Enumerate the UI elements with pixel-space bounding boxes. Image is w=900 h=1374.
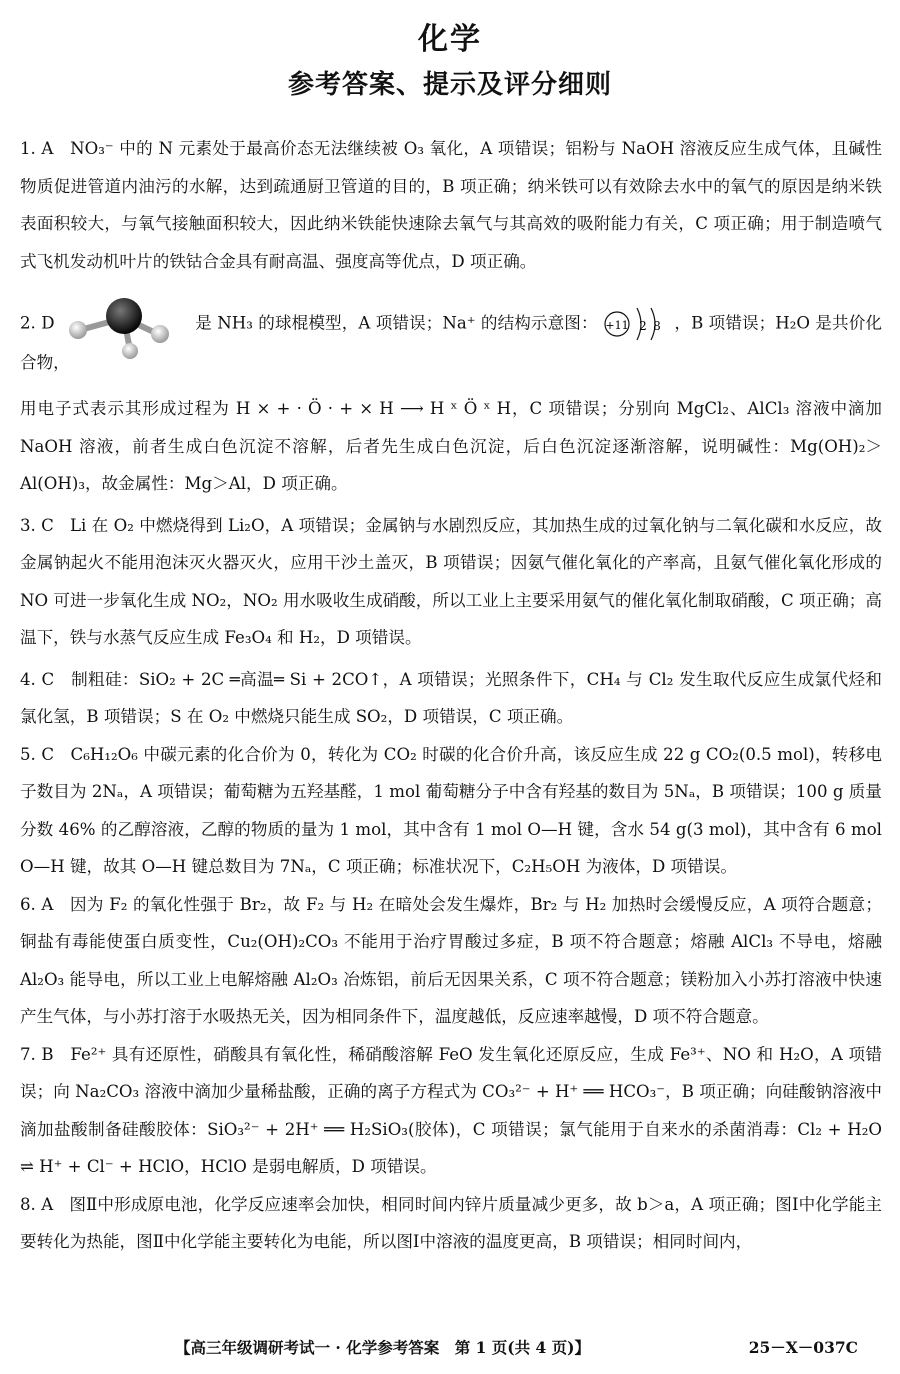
answer-number: 8. A xyxy=(20,1194,54,1214)
answer-number: 5. C xyxy=(20,744,55,764)
footer-page-info: 【高三年级调研考试一 · 化学参考答案 第 1 页(共 4 页)】 xyxy=(175,1338,591,1357)
answer-text: 制粗硅：SiO₂ + 2C ═高温═ Si + 2CO↑，A 项错误；光照条件下，CH₄ 与 Cl₂ 发生取代反应生成氯代烃和氯化氢，B 项错误；S 在 O₂ 中燃烧只能生成 SO₂，D 项错误，C 项正确。 xyxy=(20,669,882,726)
answer-text: ，B 项错误；H₂O 是共价化合物， xyxy=(20,313,882,372)
answer-list xyxy=(20,130,882,1261)
answer-item-4 xyxy=(20,661,882,736)
answer-text: Fe²⁺ 具有还原性，硝酸具有氧化性，稀硝酸溶解 FeO 发生氧化还原反应，生成 Fe³⁺、NO 和 H₂O，A 项错误；向 Na₂CO₃ 溶液中滴加少量稀盐酸，正确的离子方程式为 CO₃²⁻ + H⁺ ══ HCO₃⁻，B 项正确；向硅酸钠溶液中滴加盐酸制备硅酸胶体：SiO₃²⁻ + 2H⁺ ══ H₂SiO₃(胶体)，C 项错误；氯气能用于自来水的杀菌消毒：Cl₂ + H₂O ⇌ H⁺ + Cl⁻ + HClO，HClO 是弱电解质，D 项错误。 xyxy=(20,1044,882,1176)
answer-text: Li 在 O₂ 中燃烧得到 Li₂O，A 项错误；金属钠与水剧烈反应，其加热生成的过氧化钠与二氧化碳和水反应，故金属钠起火不能用泡沫灭火器灭火，应用干沙土盖灭，B 项错误；因氨气催化氧化的产率高，且氨气催化氧化形成的 NO 可进一步氧化生成 NO₂，NO₂ 用水吸收生成硝酸，所以工业上主要采用氨气的催化氧化制取硝酸，C 项正确；高温下，铁与水蒸气反应生成 Fe₃O₄ 和 H₂，D 项错误。 xyxy=(20,515,882,647)
answer-number: 3. C xyxy=(20,515,54,535)
answer-text: 图Ⅱ中形成原电池，化学反应速率会加快，相同时间内锌片质量减少更多，故 b＞a，A 项正确；图Ⅰ中化学能主要转化为热能，图Ⅱ中化学能主要转化为电能，所以图Ⅰ中溶液的温度更高，B 项错误；相同时间内， xyxy=(20,1194,882,1251)
page-title: 化学 xyxy=(418,22,482,57)
page-footer xyxy=(0,1328,900,1364)
na-ion-structure-diagram-icon xyxy=(603,304,669,344)
answer-text: NO₃⁻ 中的 N 元素处于最高价态无法继续被 O₃ 氧化，A 项错误；铝粉与 NaOH 溶液反应生成气体，且碱性物质促进管道内油污的水解，达到疏通厨卫管道的目的，B 项正确；纳米铁可以有效除去水中的氧气的原因是纳米铁表面积较大，与氧气接触面积较大，因此纳米铁能快速除去氧气与其高效的吸附能力有关，C 项正确；用于制造喷气式飞机发动机叶片的铁钴合金具有耐高温、强度高等优点，D 项正确。 xyxy=(20,139,883,271)
answer-item-7 xyxy=(20,1036,882,1186)
answer-number: 6. A xyxy=(20,894,54,914)
answer-text: 是 NH₃ 的球棍模型，A 项错误；Na⁺ 的结构示意图： xyxy=(195,313,598,333)
answer-item-8 xyxy=(20,1186,882,1261)
svg-text:8: 8 xyxy=(653,319,661,333)
answer-text: 用电子式表示其形成过程为 H × + · Ö · + × H ⟶ H ˣ Ö ˣ H，C 项错误；分别向 MgCl₂、AlCl₃ 溶液中滴加 NaOH 溶液，前者生成白色沉淀不溶解，后者先生成白色沉淀，后白色沉淀逐渐溶解，说明碱性：Mg(OH)₂＞Al(OH)₃，故金属性：Mg＞Al，D 项正确。 xyxy=(20,399,882,493)
answer-text: 因为 F₂ 的氧化性强于 Br₂，故 F₂ 与 H₂ 在暗处会发生爆炸，Br₂ 与 H₂ 加热时会缓慢反应，A 项符合题意；铜盐有毒能使蛋白质变性，Cu₂(OH)₂CO₃ 不能用于治疗胃酸过多症，B 项不符合题意；熔融 AlCl₃ 不导电，熔融 Al₂O₃ 能导电，所以工业上电解熔融 Al₂O₃ 冶炼铝，前后无因果关系，C 项不符合题意；镁粉加入小苏打溶液中快速产生气体，与小苏打溶于水吸热无关，因为相同条件下，温度越低，反应速率越慢，D 项不符合题意。 xyxy=(20,894,882,1026)
answer-item-5 xyxy=(20,736,882,886)
svg-text:+11: +11 xyxy=(605,319,629,332)
answer-number: 4. C xyxy=(20,669,55,689)
page-subtitle: 参考答案、提示及评分细则 xyxy=(287,70,612,100)
footer-code: 25－X－037C xyxy=(748,1338,858,1357)
answer-item-3 xyxy=(20,507,882,657)
answer-item-6 xyxy=(20,886,882,1036)
answer-item-2 xyxy=(20,284,882,503)
answer-number: 2. D xyxy=(20,313,55,333)
answer-text: C₆H₁₂O₆ 中碳元素的化合价为 0，转化为 CO₂ 时碳的化合价升高，该反应生成 22 g CO₂(0.5 mol)，转移电子数目为 2Nₐ，A 项错误；葡萄糖为五羟基醛，1 mol 葡萄糖分子中含有羟基的数目为 5Nₐ，B 项错误；100 g 质量分数 46% 的乙醇溶液，乙醇的物质的量为 1 mol，其中含有 1 mol O—H 键，含水 54 g(3 mol)，其中含有 6 mol O—H 键，故其 O—H 键总数目为 7Nₐ，C 项正确；标准状况下，C₂H₅OH 为液体，D 项错误。 xyxy=(20,744,882,876)
answer-item-1 xyxy=(20,130,882,280)
svg-text:2: 2 xyxy=(639,319,647,333)
answer-number: 7. B xyxy=(20,1044,54,1064)
answer-number: 1. A xyxy=(20,139,54,158)
